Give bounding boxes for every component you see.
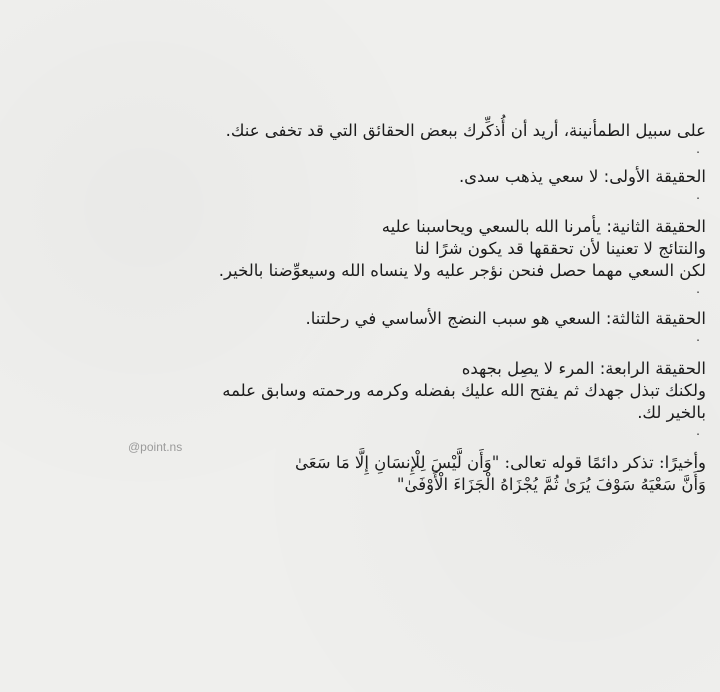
closing-paragraph: [106, 452, 706, 496]
separator-dot: .: [696, 330, 700, 344]
truth-4-line-1: الحقيقة الرابعة: المرء لا يصِل بجهده: [461, 359, 706, 378]
separator-dot: .: [696, 142, 700, 156]
truth-2-line-3: لكن السعي مهما حصل فنحن نؤجر عليه ولا ينساه الله وسيعوِّضنا بالخير.: [218, 261, 706, 280]
document-body: [106, 120, 706, 496]
intro-paragraph: [106, 120, 706, 156]
truth-2-line-2: والنتائج لا تعنينا لأن تحققها قد يكون شرًا لنا: [414, 239, 706, 258]
truth-3-line: الحقيقة الثالثة: السعي هو سبب النضج الأساسي في رحلتنا.: [305, 309, 706, 328]
truth-2-line-1: الحقيقة الثانية: يأمرنا الله بالسعي ويحاسبنا عليه: [381, 217, 706, 236]
truth-3-paragraph: [106, 308, 706, 344]
truth-4-line-3: بالخير لك.: [637, 403, 706, 422]
closing-line-2: وَأَنَّ سَعْيَهُ سَوْفَ يُرَىٰ ثُمَّ يُجْزَاهُ الْجَزَاءَ الْأَوْفَىٰ": [396, 475, 706, 494]
closing-line-1: وأخيرًا: تذكر دائمًا قوله تعالى: "وَأَن لَّيْسَ لِلْإِنسَانِ إِلَّا مَا سَعَىٰ: [295, 453, 706, 472]
separator-dot: .: [696, 188, 700, 202]
truth-1-line: الحقيقة الأولى: لا سعي يذهب سدى.: [458, 167, 706, 186]
truth-2-paragraph: [106, 216, 706, 296]
separator-dot: .: [696, 424, 700, 438]
separator-dot: .: [696, 282, 700, 296]
intro-line: على سبيل الطمأنينة، أريد أن أُذكِّرك ببعض الحقائق التي قد تخفى عنك.: [225, 121, 706, 140]
truth-4-paragraph: [106, 358, 706, 438]
watermark: @point.ns: [128, 440, 183, 454]
truth-1-paragraph: [106, 166, 706, 202]
truth-4-line-2: ولكنك تبذل جهدك ثم يفتح الله عليك بفضله وكرمه ورحمته وسابق علمه: [222, 381, 706, 400]
